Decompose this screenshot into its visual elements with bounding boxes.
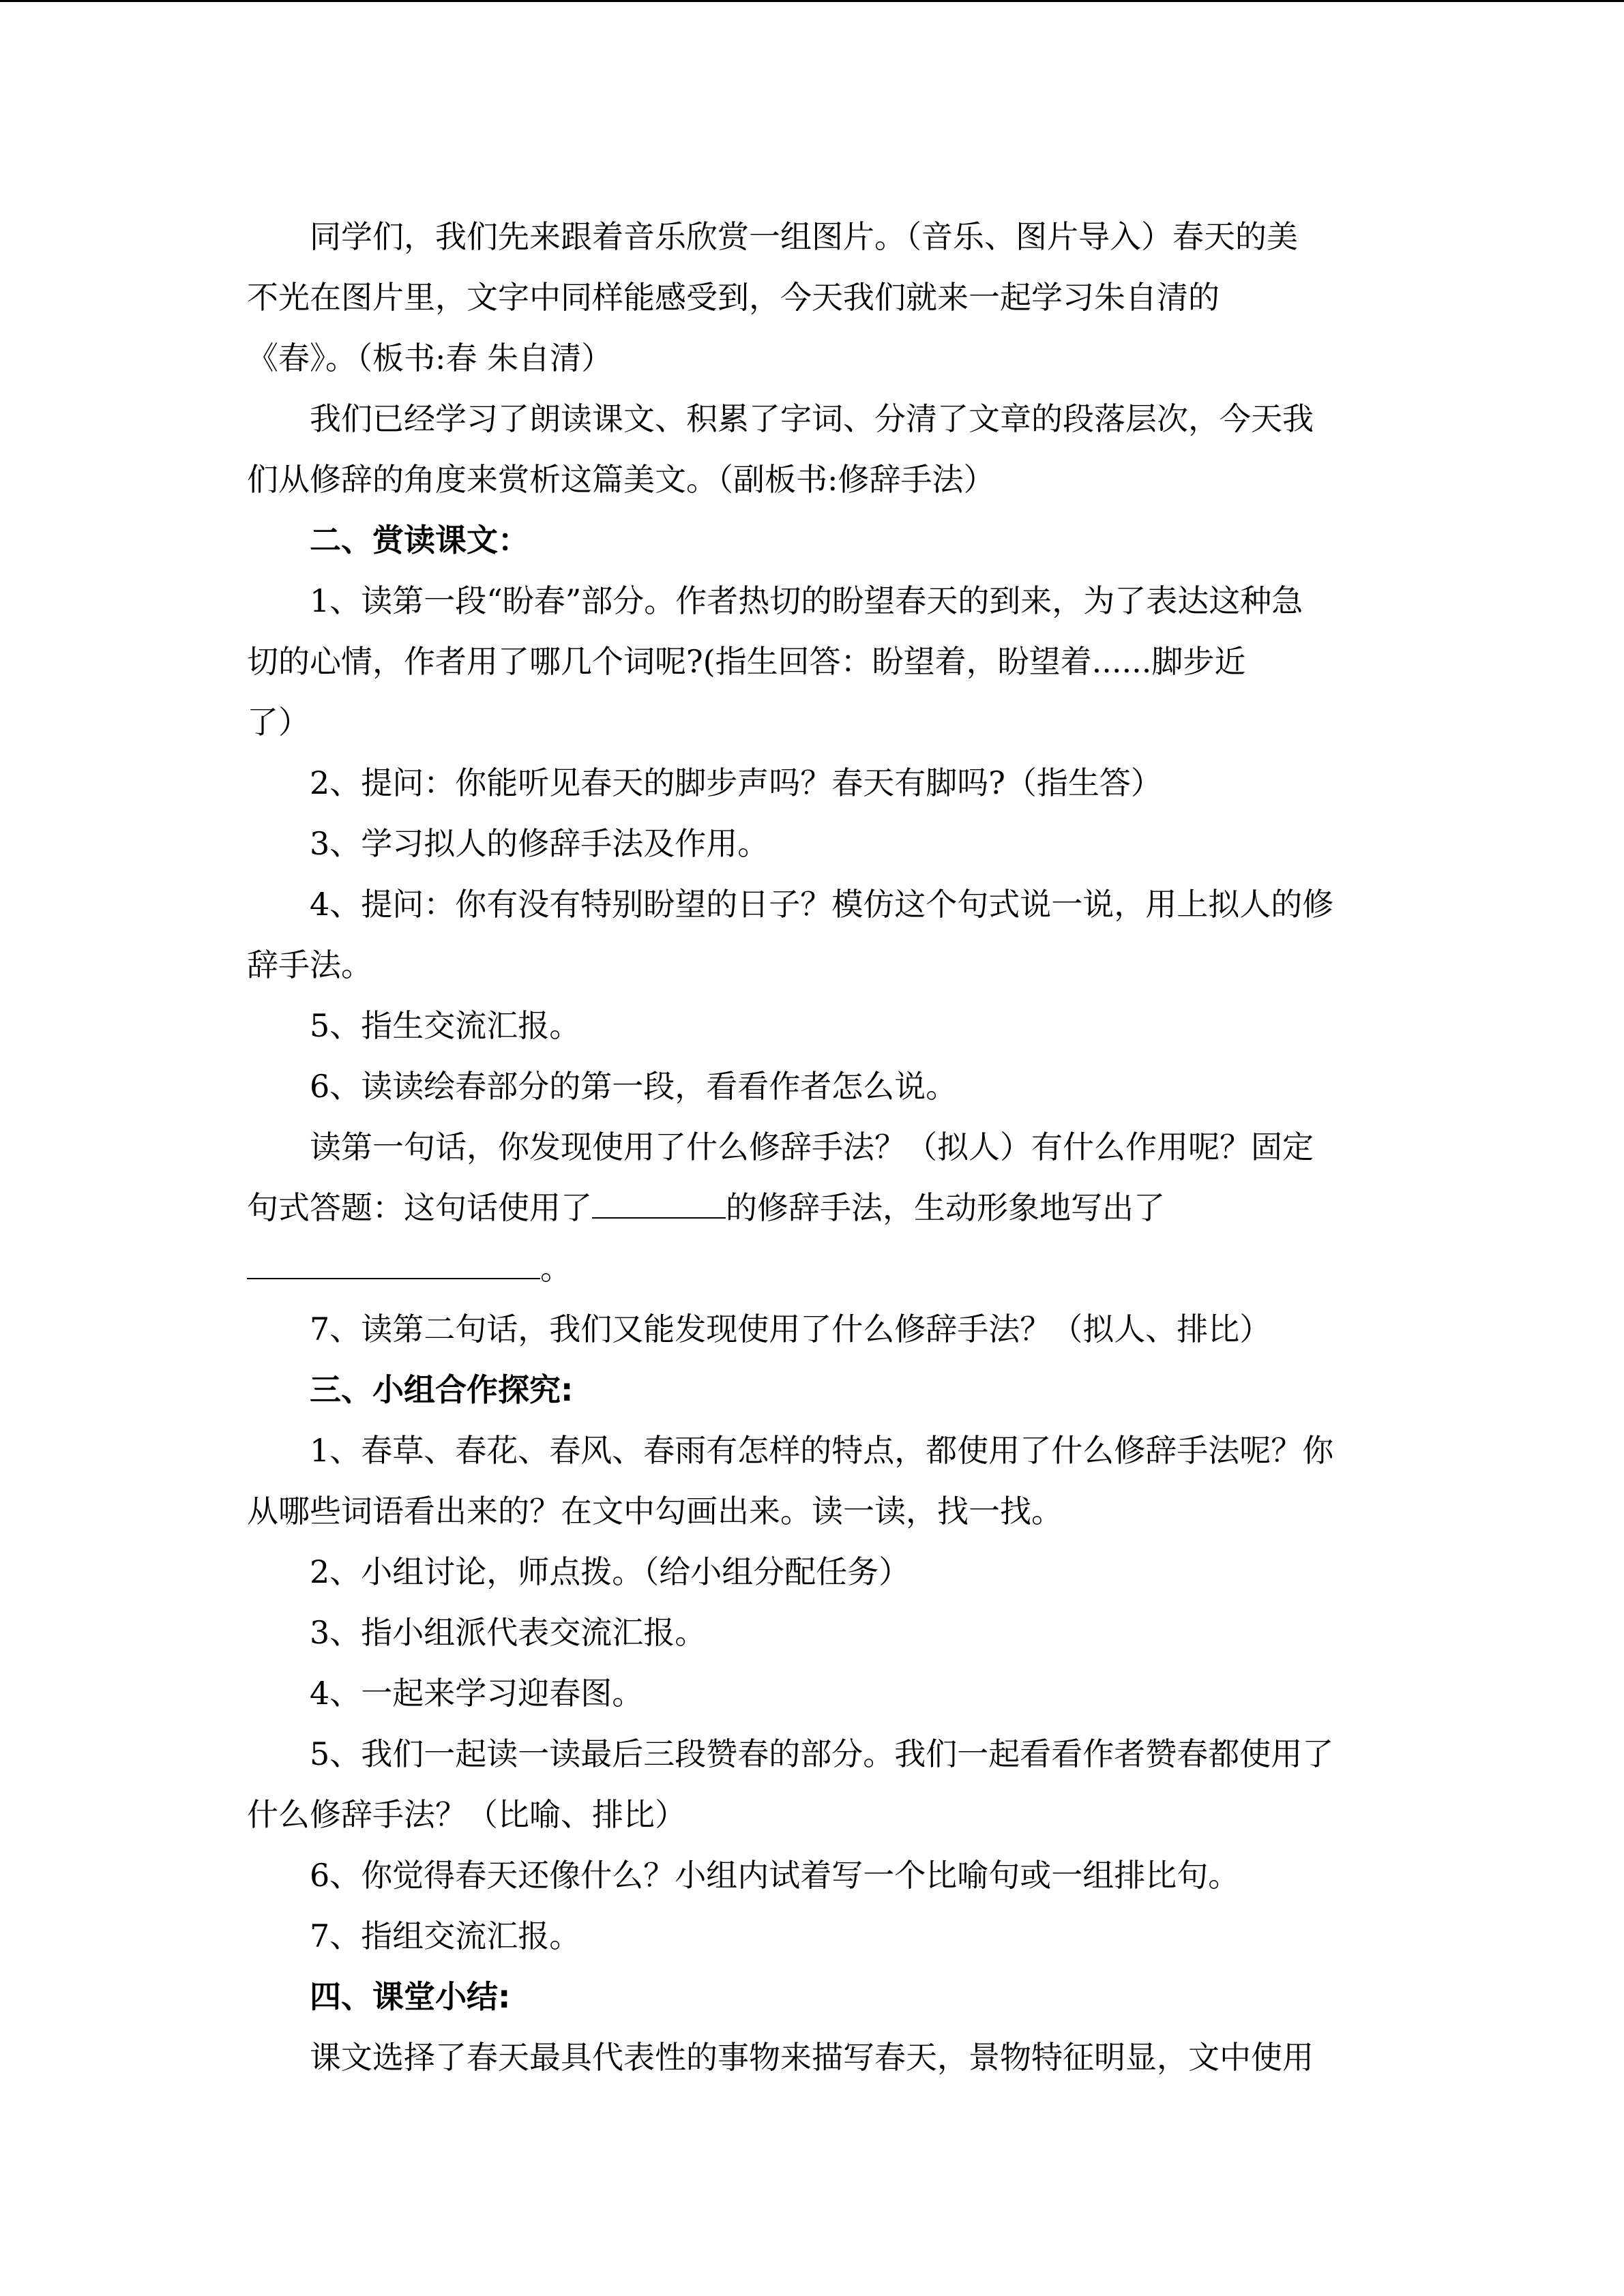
text-line: 7、指组交流汇报。 [310,1918,581,1954]
section3-item-6 [247,1845,1379,1906]
text-line: 2、提问：你能听见春天的脚步声吗？春天有脚吗?（指生答） [310,764,1162,801]
text-line: 6、读读绘春部分的第一段，看看作者怎么说。 [310,1068,958,1105]
section2-reading-exercise [247,1117,1379,1299]
text-line: 6、你觉得春天还像什么？小组内试着写一个比喻句或一组排比句。 [310,1857,1240,1894]
section2-item-1 [247,571,1379,753]
text-line: 辞手法。 [247,946,372,983]
fill-in-blank [247,1244,540,1279]
section-heading-4 [247,1967,1379,2027]
text-line: 5、我们一起读一读最后三段赞春的部分。我们一起看看作者赞春都使用了 [310,1735,1334,1772]
section3-item-7 [247,1906,1379,1967]
text-line: 7、读第二句话，我们又能发现使用了什么修辞手法？（拟人、排比） [310,1311,1271,1347]
text-line [247,1178,1379,1238]
text-line: 4、一起来学习迎春图。 [310,1675,644,1712]
section2-item-6 [247,1056,1379,1117]
intro-paragraph-1 [247,207,1379,389]
text-line: 《春》。（板书:春 朱自清） [247,340,613,376]
text-line: 3、学习拟人的修辞手法及作用。 [310,825,769,862]
text-line: 1、春草、春花、春风、春雨有怎样的特点，都使用了什么修辞手法呢？你 [310,1432,1334,1469]
section2-item-3 [247,814,1379,874]
text-line: 同学们，我们先来跟着音乐欣赏一组图片。（音乐、图片导入）春天的美 [310,218,1298,255]
text-line: 读第一句话，你发现使用了什么修辞手法？（拟人）有什么作用呢？固定 [310,1129,1314,1165]
section3-item-1 [247,1420,1379,1542]
text-line: 不光在图片里，文字中同样能感受到，今天我们就来一起学习朱自清的 [247,279,1220,316]
section2-item-5 [247,996,1379,1056]
heading-text: 四、课堂小结: [310,1978,511,2015]
document-body [247,207,1379,2088]
text-line: 课文选择了春天最具代表性的事物来描写春天，景物特征明显，文中使用 [310,2039,1314,2076]
text-line: 们从修辞的角度来赏析这篇美文。（副板书:修辞手法） [247,461,995,498]
section-heading-3 [247,1360,1379,1420]
section3-item-2 [247,1542,1379,1602]
text-line: 4、提问：你有没有特别盼望的日子？模仿这个句式说一说，用上拟人的修 [310,886,1334,923]
text-line: 1、读第一段“盼春”部分。作者热切的盼望春天的到来，为了表达这种急 [310,582,1303,619]
text-line: 2、小组讨论，师点拨。（给小组分配任务） [310,1553,911,1590]
section3-item-5 [247,1724,1379,1845]
intro-paragraph-2 [247,389,1379,510]
heading-text: 二、赏读课文： [310,522,529,558]
text-line: 切的心情，作者用了哪几个词呢?(指生回答：盼望着，盼望着......脚步近 [247,643,1246,680]
text-fragment: 的修辞手法，生动形象地写出了 [726,1189,1165,1226]
text-line: 从哪些词语看出来的？在文中勾画出来。读一读，找一找。 [247,1493,1063,1530]
text-fragment: 句式答题：这句话使用了 [247,1189,592,1226]
text-line: 我们已经学习了朗读课文、积累了字词、分清了文章的段落层次，今天我 [310,400,1314,437]
text-line: 了） [247,704,310,741]
section-heading-2 [247,510,1379,571]
fill-in-blank [592,1183,726,1219]
section3-item-3 [247,1602,1379,1663]
text-line: 3、指小组派代表交流汇报。 [310,1614,707,1651]
section2-item-4 [247,874,1379,996]
section4-summary [247,2027,1379,2088]
text-line: 5、指生交流汇报。 [310,1007,581,1044]
text-fragment: 。 [540,1250,572,1287]
section3-item-4 [247,1663,1379,1724]
section2-item-2 [247,753,1379,814]
text-line [247,1238,1379,1299]
section2-item-7 [247,1299,1379,1360]
text-line: 什么修辞手法？（比喻、排比） [247,1796,686,1833]
heading-text: 三、小组合作探究: [310,1371,574,1408]
